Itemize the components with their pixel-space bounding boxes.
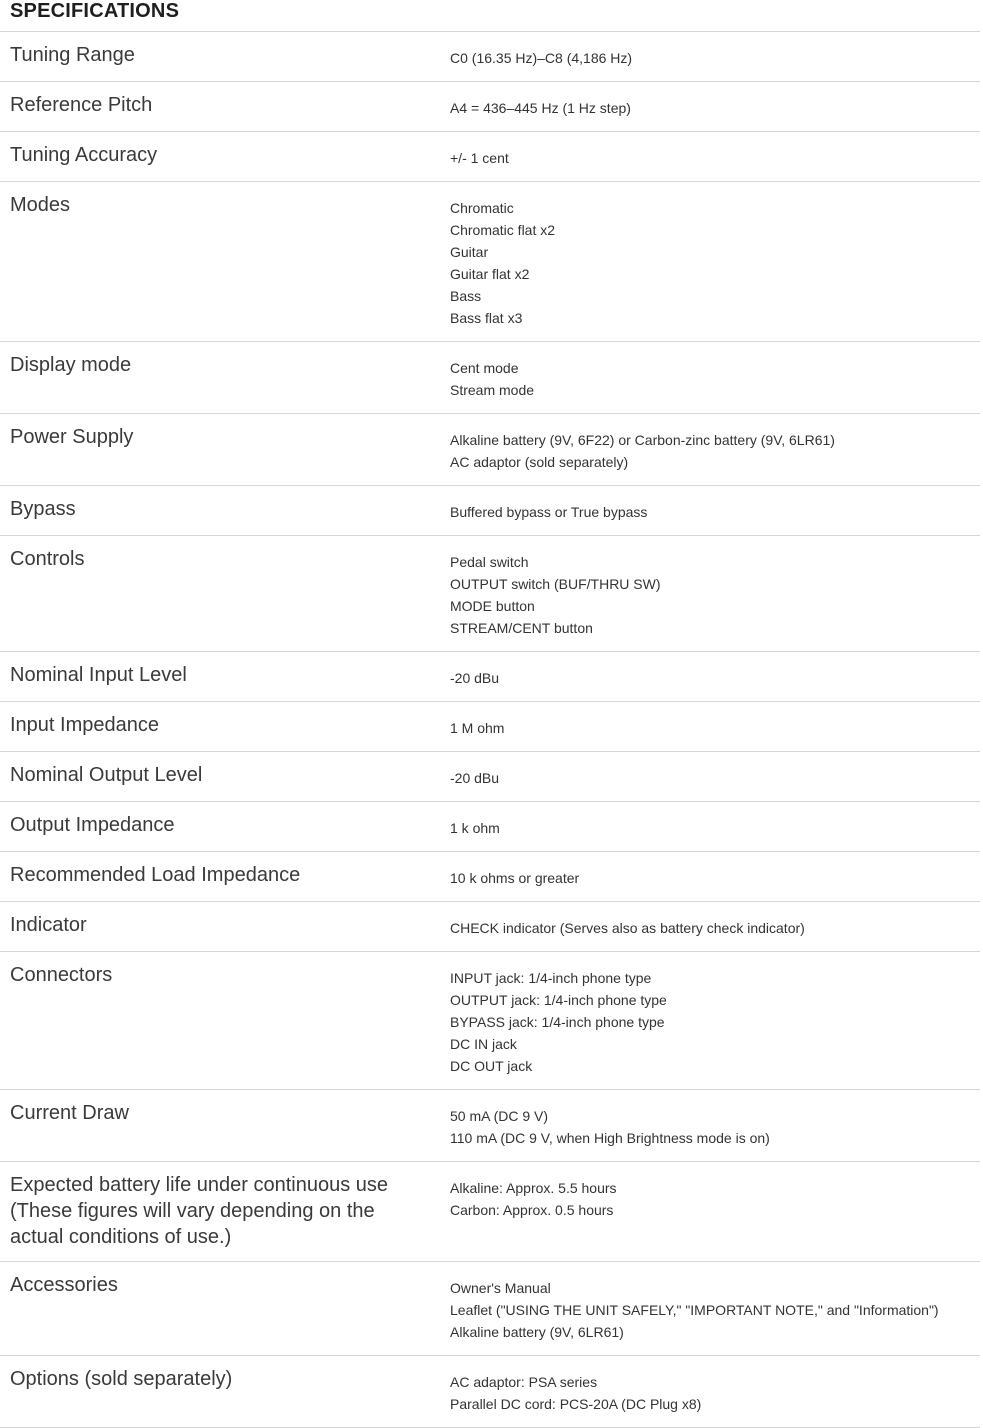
spec-value-cell	[440, 342, 980, 414]
spec-row	[0, 1162, 980, 1262]
spec-label: Tuning Accuracy	[0, 132, 440, 182]
spec-value: A4 = 436–445 Hz (1 Hz step)	[450, 100, 631, 116]
spec-value: 10 k ohms or greater	[450, 870, 580, 886]
page-title: SPECIFICATIONS	[0, 0, 980, 32]
spec-value-cell	[440, 414, 980, 486]
spec-row	[0, 1356, 980, 1428]
spec-row	[0, 952, 980, 1090]
spec-value: AC adaptor: PSA series	[450, 1374, 598, 1390]
spec-label: Connectors	[0, 952, 440, 1090]
spec-value: Bass flat x3	[450, 310, 523, 326]
spec-value: AC adaptor (sold separately)	[450, 454, 629, 470]
spec-value: Leaflet ("USING THE UNIT SAFELY," "IMPORTANT NOTE," and "Information")	[450, 1302, 939, 1318]
spec-row	[0, 1090, 980, 1162]
spec-value: 1 M ohm	[450, 720, 505, 736]
spec-label: Display mode	[0, 342, 440, 414]
spec-value: Buffered bypass or True bypass	[450, 504, 648, 520]
spec-value-cell	[440, 1262, 980, 1356]
spec-row	[0, 414, 980, 486]
spec-value: -20 dBu	[450, 770, 500, 786]
spec-label: Expected battery life under continuous use (These figures will vary depending on the actual conditions of use.)	[0, 1162, 440, 1262]
spec-value: Chromatic flat x2	[450, 222, 556, 238]
specifications-table	[0, 32, 980, 1428]
spec-row	[0, 852, 980, 902]
spec-row	[0, 1262, 980, 1356]
spec-value-cell	[440, 1356, 980, 1428]
spec-value-cell	[440, 182, 980, 342]
spec-label: Options (sold separately)	[0, 1356, 440, 1428]
spec-row	[0, 82, 980, 132]
spec-row	[0, 702, 980, 752]
spec-value: 1 k ohm	[450, 820, 500, 836]
spec-value: 110 mA (DC 9 V, when High Brightness mode is on)	[450, 1130, 770, 1146]
spec-value: Chromatic	[450, 200, 514, 216]
spec-value: OUTPUT switch (BUF/THRU SW)	[450, 576, 661, 592]
spec-value: BYPASS jack: 1/4-inch phone type	[450, 1014, 665, 1030]
spec-value-cell	[440, 132, 980, 182]
spec-label: Recommended Load Impedance	[0, 852, 440, 902]
spec-label: Input Impedance	[0, 702, 440, 752]
spec-value-cell	[440, 1090, 980, 1162]
spec-label: Indicator	[0, 902, 440, 952]
spec-value-cell	[440, 652, 980, 702]
spec-value-cell	[440, 32, 980, 82]
spec-value-cell	[440, 902, 980, 952]
spec-row	[0, 752, 980, 802]
spec-value-cell	[440, 536, 980, 652]
spec-value: STREAM/CENT button	[450, 620, 593, 636]
spec-value: Stream mode	[450, 382, 535, 398]
spec-value: Bass	[450, 288, 482, 304]
spec-value: CHECK indicator (Serves also as battery check indicator)	[450, 920, 805, 936]
spec-label: Output Impedance	[0, 802, 440, 852]
spec-label: Controls	[0, 536, 440, 652]
specifications-table-body	[0, 32, 980, 1428]
spec-value: INPUT jack: 1/4-inch phone type	[450, 970, 652, 986]
spec-value: -20 dBu	[450, 670, 500, 686]
spec-row	[0, 32, 980, 82]
spec-value: 50 mA (DC 9 V)	[450, 1108, 549, 1124]
spec-label: Power Supply	[0, 414, 440, 486]
spec-value-cell	[440, 752, 980, 802]
spec-value-cell	[440, 952, 980, 1090]
spec-label: Modes	[0, 182, 440, 342]
spec-row	[0, 902, 980, 952]
spec-value: Guitar	[450, 244, 489, 260]
spec-row	[0, 132, 980, 182]
spec-value: Guitar flat x2	[450, 266, 530, 282]
spec-value: Carbon: Approx. 0.5 hours	[450, 1202, 614, 1218]
spec-value-cell	[440, 486, 980, 536]
spec-label: Reference Pitch	[0, 82, 440, 132]
spec-label: Nominal Output Level	[0, 752, 440, 802]
spec-label: Tuning Range	[0, 32, 440, 82]
spec-value: MODE button	[450, 598, 535, 614]
spec-row	[0, 802, 980, 852]
spec-value-cell	[440, 852, 980, 902]
spec-row	[0, 652, 980, 702]
spec-value: OUTPUT jack: 1/4-inch phone type	[450, 992, 667, 1008]
spec-value: Alkaline battery (9V, 6LR61)	[450, 1324, 624, 1340]
spec-value: Cent mode	[450, 360, 519, 376]
spec-row	[0, 342, 980, 414]
spec-label: Nominal Input Level	[0, 652, 440, 702]
spec-value: Pedal switch	[450, 554, 529, 570]
spec-value-cell	[440, 702, 980, 752]
spec-label: Accessories	[0, 1262, 440, 1356]
spec-value: Alkaline battery (9V, 6F22) or Carbon-zinc battery (9V, 6LR61)	[450, 432, 835, 448]
spec-value: DC IN jack	[450, 1036, 517, 1052]
spec-value: Owner's Manual	[450, 1280, 551, 1296]
spec-row	[0, 536, 980, 652]
spec-value-cell	[440, 82, 980, 132]
spec-row	[0, 486, 980, 536]
spec-value-cell	[440, 802, 980, 852]
spec-row	[0, 182, 980, 342]
spec-value: Alkaline: Approx. 5.5 hours	[450, 1180, 617, 1196]
spec-value: DC OUT jack	[450, 1058, 533, 1074]
spec-value: Parallel DC cord: PCS-20A (DC Plug x8)	[450, 1396, 702, 1412]
spec-label: Current Draw	[0, 1090, 440, 1162]
spec-value-cell	[440, 1162, 980, 1262]
spec-value: C0 (16.35 Hz)–C8 (4,186 Hz)	[450, 50, 633, 66]
spec-value: +/- 1 cent	[450, 150, 509, 166]
spec-label: Bypass	[0, 486, 440, 536]
